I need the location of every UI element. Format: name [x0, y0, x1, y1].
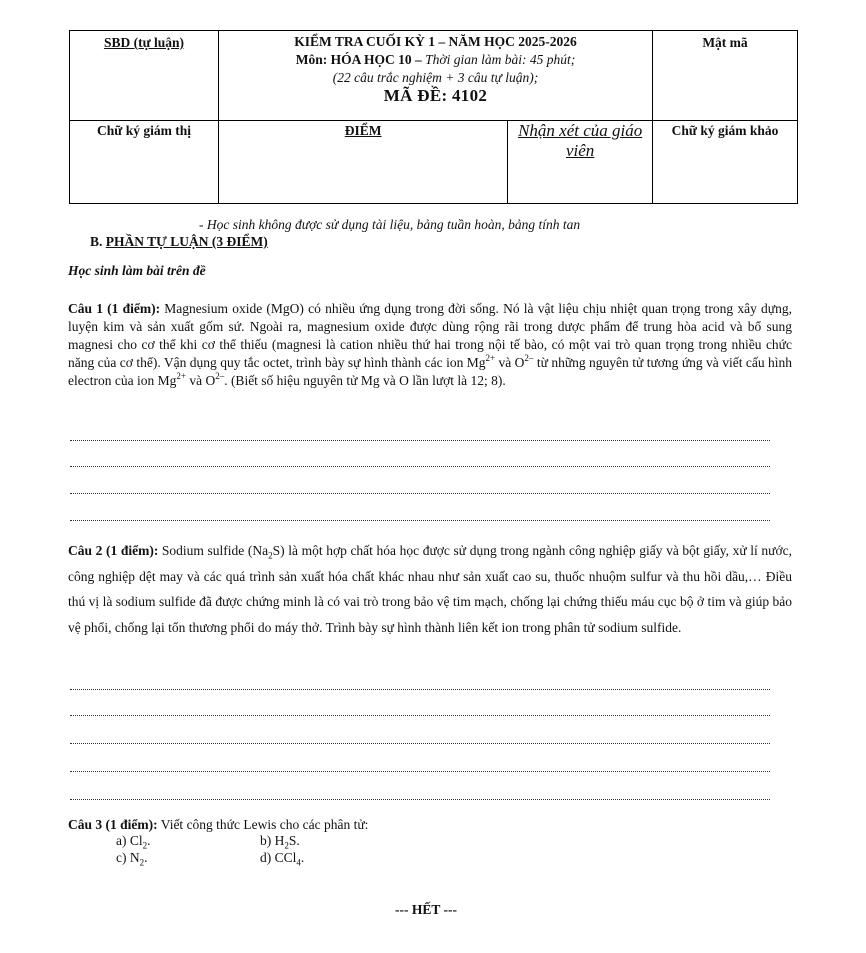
- option-b-sub: 2: [284, 840, 289, 851]
- question-2: [68, 538, 792, 640]
- subject-line: [219, 51, 652, 69]
- exam-title: KIỂM TRA CUỐI KỲ 1 – NĂM HỌC 2025-2026: [294, 34, 577, 49]
- secret-code-label: Mật mã: [702, 35, 748, 50]
- teacher-comment-cell: [508, 121, 653, 204]
- subscript-2: 2: [268, 550, 273, 561]
- question-3-label: Câu 3 (1 điểm):: [68, 817, 158, 832]
- ion-o: O: [514, 355, 525, 370]
- grader-signature-label: Chữ ký giám khảo: [671, 123, 779, 138]
- question-1-text-c: . (Biết số hiệu nguyên tử Mg và O lần lượt là 12; 8).: [224, 373, 506, 388]
- ion-o-charge-2: 2–: [215, 370, 225, 381]
- answer-line[interactable]: [70, 440, 770, 441]
- sbd-cell: [70, 31, 219, 121]
- answer-line[interactable]: [70, 466, 770, 467]
- ion-o-charge: 2–: [524, 352, 534, 363]
- option-b-suffix: S.: [288, 833, 300, 848]
- option-b-prefix: b) H: [260, 833, 285, 848]
- secret-code-cell: [653, 31, 798, 121]
- teacher-comment-label: Nhận xét của giáo viên: [518, 121, 643, 160]
- answer-line[interactable]: [70, 520, 770, 521]
- option-a: [116, 833, 151, 849]
- exam-header-table: [69, 30, 798, 204]
- exam-title-cell: [219, 31, 653, 121]
- section-title: PHẦN TỰ LUẬN (3 ĐIỂM): [105, 234, 268, 249]
- option-a-suffix: .: [147, 833, 151, 848]
- score-label: ĐIỂM: [344, 123, 382, 138]
- option-a-sub: 2: [142, 840, 148, 851]
- section-prefix: B.: [90, 234, 106, 249]
- ion-o-2: O: [205, 373, 216, 388]
- exam-rule-note: - Học sinh không được sử dụng tài liệu, bảng tuần hoàn, bảng tính tan: [199, 217, 581, 232]
- proctor-signature-cell: [70, 121, 219, 204]
- answer-line[interactable]: [70, 715, 770, 716]
- option-c-sub: 2: [139, 857, 145, 868]
- option-d: [260, 850, 304, 866]
- ion-mg-charge-2: 2+: [176, 370, 186, 381]
- option-d-suffix: .: [300, 850, 305, 865]
- question-2-label: Câu 2 (1 điểm):: [68, 543, 159, 558]
- answer-line[interactable]: [70, 493, 770, 494]
- time-note: Thời gian làm bài: 45 phút;: [425, 52, 576, 67]
- question-3-text: Viết công thức Lewis cho các phân tử:: [157, 817, 369, 832]
- answer-line[interactable]: [70, 689, 770, 690]
- question-2-text: Sodium sulfide (Na: [158, 543, 269, 558]
- option-c-suffix: .: [144, 850, 148, 865]
- grader-signature-cell: [653, 121, 798, 204]
- question-1-text-b: từ những nguyên tử tương ứng và viết cấu hình electron của ion: [68, 355, 793, 388]
- ion-mg-charge: 2+: [485, 352, 496, 363]
- sbd-label: SBD (tự luận): [103, 35, 185, 50]
- ion-mg: Mg: [466, 355, 486, 370]
- question-2-text-b: S) là một hợp chất hóa học được sử dụng trong ngành công nghiệp giấy và bột giấy, xử lí nước, công nghiệp dệt may và các quá trình sản xuất hóa chất khác nhau như sản xuất cao su, thuốc nhuộm sulfur và thu hồi dầu,… Điều thú vị là sodium sulfide đã được chứng minh là có vai trò trong bảo vệ tim mạch, chống lại chứng thiếu máu cục bộ ở tim và giúp bảo vệ phổi, chống lại tổn thương phổi do máy thở. Trình bày sự hình thành liên kết ion trong phân tử sodium sulfide.: [68, 543, 792, 635]
- question-1-text: Magnesium oxide (MgO) có nhiều ứng dụng trong đời sống. Nó là vật liệu chịu nhiệt quan trọng trong xây dựng, luyện kim và sản xuất gốm sứ. Ngoài ra, magnesium oxide được dùng rộng rãi trong dược phẩm để trung hòa acid và bổ sung magnesi cho cơ thể khi cơ thể thiếu (magnesi là cation nhiều thứ hai trong nội tế bào, có một vai trò quan trọng trong nhiều chức năng của cơ thể). Vận dụng quy tắc octet, trình bày sự hình thành các ion: [68, 301, 792, 370]
- end-marker: --- HẾT ---: [395, 902, 457, 917]
- score-cell: [219, 121, 508, 204]
- exam-code: MÃ ĐỀ: 4102: [383, 86, 488, 105]
- answer-line[interactable]: [70, 743, 770, 744]
- question-1-label: Câu 1 (1 điểm):: [68, 301, 161, 316]
- proctor-signature-label: Chữ ký giám thị: [97, 123, 191, 138]
- question-3: [68, 817, 368, 833]
- subject-label: Môn: HÓA HỌC 10 –: [295, 52, 426, 67]
- answer-line[interactable]: [70, 771, 770, 772]
- conjunction: và: [495, 355, 515, 370]
- option-b: [260, 833, 300, 849]
- ion-mg-2: Mg: [157, 373, 177, 388]
- section-heading: [90, 234, 268, 250]
- conjunction-2: và: [185, 373, 206, 388]
- option-d-sub: 4: [296, 857, 301, 868]
- option-c: [116, 850, 148, 866]
- option-d-prefix: d) CCl: [260, 850, 297, 865]
- section-instruction: Học sinh làm bài trên đề: [68, 263, 206, 278]
- answer-line[interactable]: [70, 799, 770, 800]
- option-a-prefix: a) Cl: [116, 833, 143, 848]
- option-c-prefix: c) N: [116, 850, 140, 865]
- question-note: (22 câu trắc nghiệm + 3 câu tự luận);: [332, 70, 539, 85]
- question-1: [68, 300, 792, 390]
